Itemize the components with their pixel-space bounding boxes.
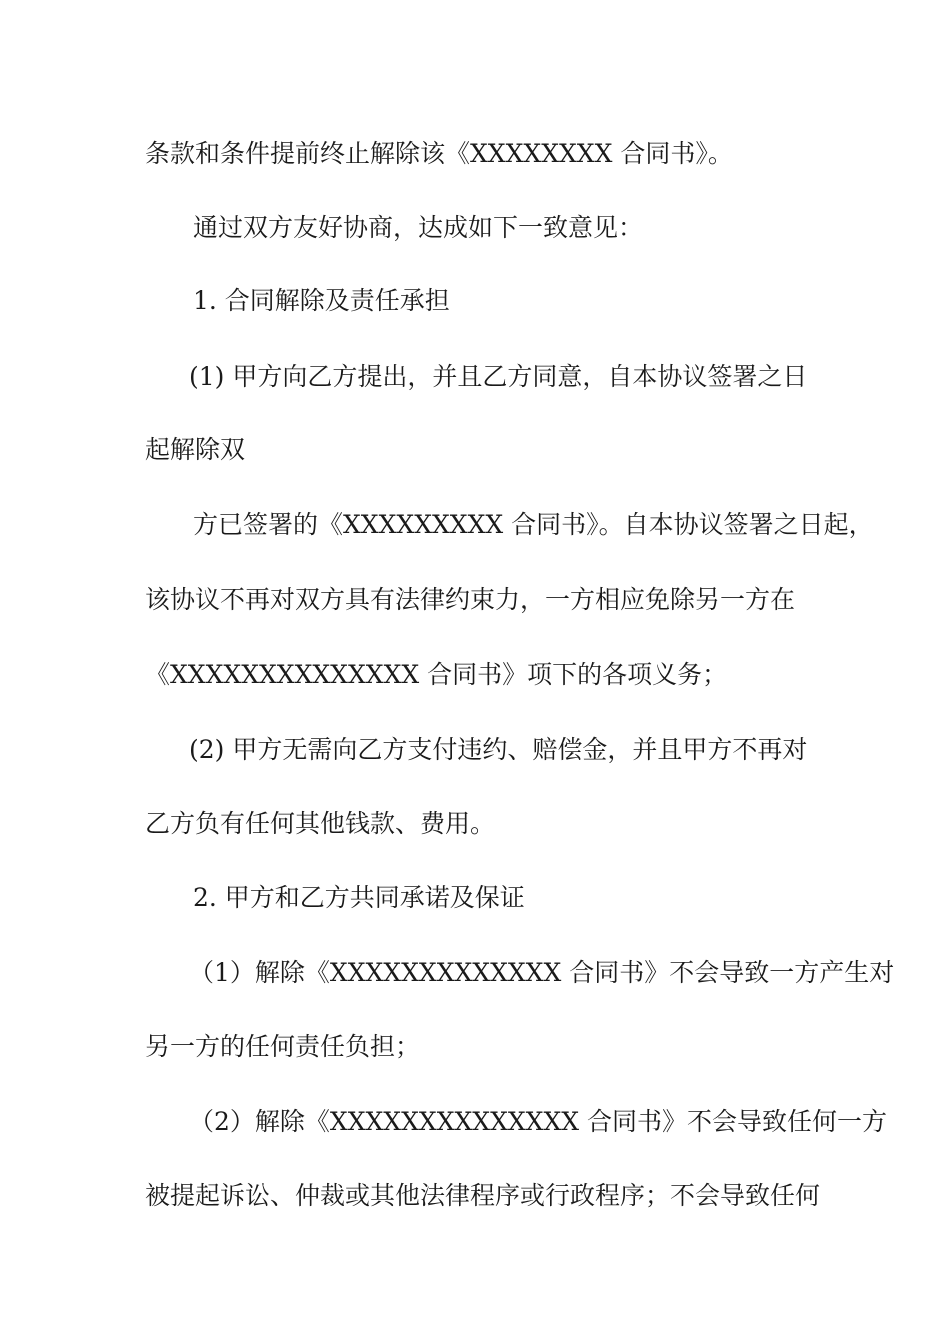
- section-heading-1: 1. 合同解除及责任承担: [193, 286, 450, 315]
- paragraph-line-2: 通过双方友好协商，达成如下一致意见：: [193, 213, 644, 242]
- clause-1-1-line-1: (1) 甲方向乙方提出，并且乙方同意，自本协议签署之日: [189, 362, 808, 391]
- clause-2-2-line-2: 被提起诉讼、仲裁或其他法律程序或行政程序；不会导致任何: [145, 1181, 821, 1210]
- clause-1-1-line-2: 起解除双: [145, 435, 246, 464]
- clause-1-1-line-5: 《XXXXXXXXXXXXXX 合同书》项下的各项义务；: [145, 660, 728, 689]
- clause-1-1-line-4: 该协议不再对双方具有法律约束力，一方相应免除另一方在: [145, 585, 796, 614]
- clause-2-1-line-2: 另一方的任何责任负担；: [145, 1032, 421, 1061]
- clause-1-2-line-1: (2) 甲方无需向乙方支付违约、赔偿金，并且甲方不再对: [189, 735, 808, 764]
- clause-2-1-line-1: （1）解除《XXXXXXXXXXXXX 合同书》不会导致一方产生对: [189, 958, 895, 987]
- clause-2-2-line-1: （2）解除《XXXXXXXXXXXXXX 合同书》不会导致任何一方: [189, 1107, 888, 1136]
- clause-1-1-line-3: 方已签署的《XXXXXXXXX 合同书》。自本协议签署之日起，: [193, 510, 874, 539]
- paragraph-line-1: 条款和条件提前终止解除该《XXXXXXXX 合同书》。: [145, 139, 733, 168]
- section-heading-2: 2. 甲方和乙方共同承诺及保证: [193, 883, 525, 912]
- clause-1-2-line-2: 乙方负有任何其他钱款、费用。: [145, 809, 496, 838]
